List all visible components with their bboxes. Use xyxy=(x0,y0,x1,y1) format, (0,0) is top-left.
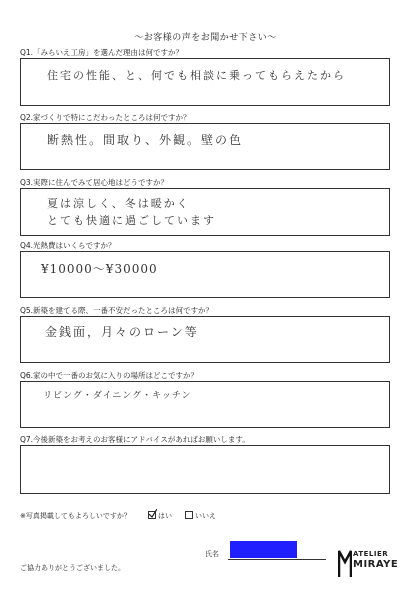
question-4-label: Q4.光熱費はいくらですか？ xyxy=(20,241,116,250)
photo-consent-no[interactable] xyxy=(185,511,216,521)
photo-consent-question: ※写真掲載してもよろしいですか？ xyxy=(20,512,131,520)
check-mark-icon xyxy=(148,509,157,518)
answer-2-box xyxy=(20,123,390,170)
photo-consent-yes[interactable] xyxy=(148,511,172,521)
answer-2-text: 断熱性。間取り、外観。壁の色 xyxy=(47,133,244,147)
answer-6-text: リビング・ダイニング・キッチン xyxy=(43,391,192,401)
answer-1-box xyxy=(20,58,390,106)
answer-4-text: ¥10000〜¥30000 xyxy=(41,262,158,276)
question-3-label: Q3.実際に住んでみて居心地はどうですか？ xyxy=(20,178,169,187)
question-5-label: Q5.新築を建てる際、一番不安だったところは何ですか？ xyxy=(20,306,214,315)
name-redaction xyxy=(230,541,297,558)
answer-5-text: 金銭面，月々のローン等 xyxy=(45,325,199,339)
answer-1-text: 住宅の性能、と、何でも相談に乗ってもらえたから xyxy=(47,69,346,82)
question-6-label: Q6.家の中で一番のお気に入りの場所はどこですか？ xyxy=(20,371,199,380)
logo-line-1: ATELIER xyxy=(353,550,389,558)
answer-5-box xyxy=(20,316,390,363)
form-title: ～お客様の声をお聞かせ下さい～ xyxy=(134,33,277,43)
atelier-miraye-logo xyxy=(338,548,399,578)
no-label: いいえ xyxy=(195,512,216,520)
name-underline xyxy=(228,559,326,560)
answer-4-box xyxy=(20,251,390,298)
question-1-label: Q1.「みらいえ工房」を選んだ理由は何ですか？ xyxy=(20,48,184,57)
no-checkbox[interactable] xyxy=(185,511,193,519)
yes-label: はい xyxy=(158,512,172,520)
answer-3-box xyxy=(20,188,390,236)
name-label: 氏名 xyxy=(205,550,219,558)
answer-3-line-1: 夏は涼しく、冬は暖かく xyxy=(47,197,190,210)
question-7-label: Q7.今後新築をお考えのお客様にアドバイスがあればお願いします。 xyxy=(20,435,250,444)
thanks-text: ご協力ありがとうございました。 xyxy=(20,564,125,572)
answer-7-box xyxy=(20,445,390,494)
answer-6-box xyxy=(20,381,390,428)
logo-m-mark-icon xyxy=(338,548,352,578)
question-2-label: Q2.家づくりで特にこだわったところは何ですか？ xyxy=(20,113,191,122)
answer-3-line-2: とても快適に過ごしています xyxy=(47,214,216,227)
yes-checkbox[interactable] xyxy=(148,511,156,519)
logo-line-2: MIRAYE xyxy=(353,559,399,570)
